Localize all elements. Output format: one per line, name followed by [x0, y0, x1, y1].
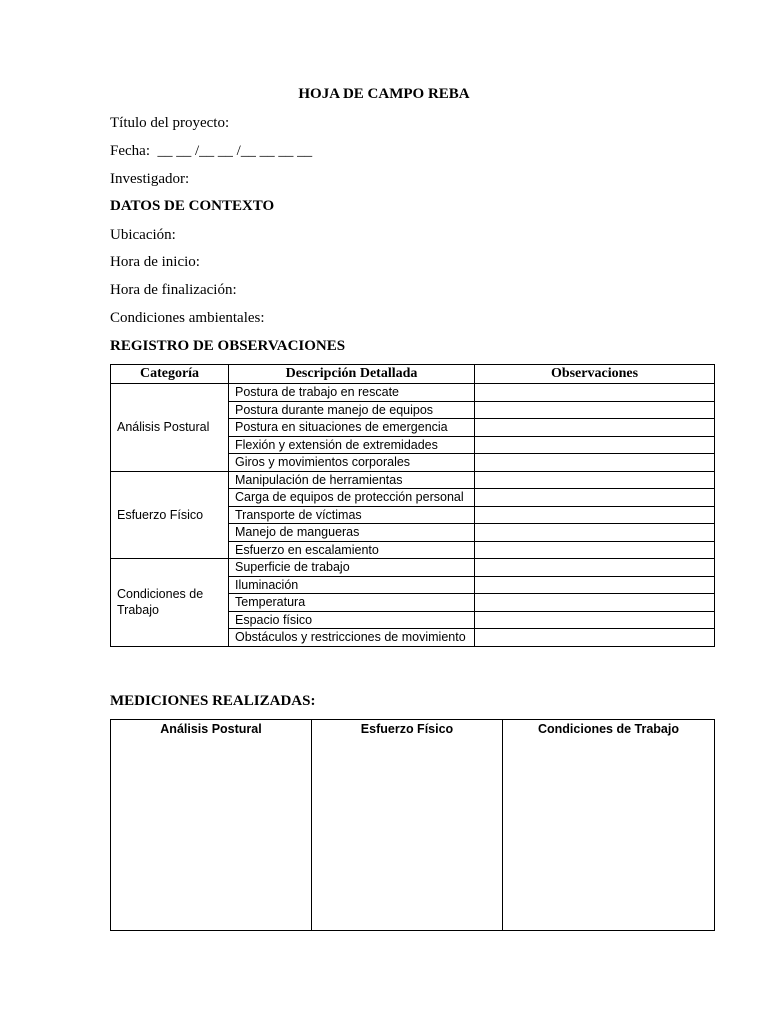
observation-cell[interactable]: [475, 629, 715, 647]
measurements-table: [110, 719, 715, 931]
description-cell: Giros y movimientos corporales: [229, 454, 475, 472]
description-cell: Postura en situaciones de emergencia: [229, 419, 475, 437]
category-cell: Condiciones de Trabajo: [111, 559, 229, 647]
header-category: Categoría: [111, 365, 229, 384]
observations-heading: REGISTRO DE OBSERVACIONES: [110, 338, 346, 354]
observation-cell[interactable]: [475, 594, 715, 612]
category-cell: Esfuerzo Físico: [111, 471, 229, 559]
context-heading: DATOS DE CONTEXTO: [110, 198, 275, 214]
date-field: Fecha: __ __ /__ __ /__ __ __ __: [110, 143, 313, 159]
description-cell: Manipulación de herramientas: [229, 471, 475, 489]
measurements-row: [111, 720, 715, 931]
observation-cell[interactable]: [475, 436, 715, 454]
observation-cell[interactable]: [475, 576, 715, 594]
description-cell: Obstáculos y restricciones de movimiento: [229, 629, 475, 647]
description-cell: Transporte de víctimas: [229, 506, 475, 524]
project-title-label: Título del proyecto:: [110, 115, 230, 131]
location-label: Ubicación:: [110, 227, 176, 243]
observation-cell[interactable]: [475, 401, 715, 419]
description-cell: Carga de equipos de protección personal: [229, 489, 475, 507]
header-observations: Observaciones: [475, 365, 715, 384]
description-cell: Esfuerzo en escalamiento: [229, 541, 475, 559]
table-row: [111, 559, 715, 577]
end-time-label: Hora de finalización:: [110, 282, 237, 298]
table-row: [111, 384, 715, 402]
description-cell: Superficie de trabajo: [229, 559, 475, 577]
measurement-column-postural[interactable]: Análisis Postural: [111, 720, 312, 931]
document-title: HOJA DE CAMPO REBA: [298, 86, 470, 102]
observation-cell[interactable]: [475, 524, 715, 542]
description-cell: Postura de trabajo en rescate: [229, 384, 475, 402]
description-cell: Iluminación: [229, 576, 475, 594]
measurement-column-conditions[interactable]: Condiciones de Trabajo: [503, 720, 715, 931]
observation-cell[interactable]: [475, 419, 715, 437]
measurement-column-effort[interactable]: Esfuerzo Físico: [312, 720, 503, 931]
table-row: [111, 471, 715, 489]
header-description: Descripción Detallada: [229, 365, 475, 384]
description-cell: Espacio físico: [229, 611, 475, 629]
observation-cell[interactable]: [475, 559, 715, 577]
researcher-label: Investigador:: [110, 171, 190, 187]
observation-cell[interactable]: [475, 489, 715, 507]
observations-table: [110, 364, 715, 647]
measurements-heading: MEDICIONES REALIZADAS:: [110, 693, 316, 709]
category-cell: Análisis Postural: [111, 384, 229, 472]
observation-cell[interactable]: [475, 471, 715, 489]
description-cell: Flexión y extensión de extremidades: [229, 436, 475, 454]
table-header-row: [111, 365, 715, 384]
environment-label: Condiciones ambientales:: [110, 310, 265, 326]
observation-cell[interactable]: [475, 384, 715, 402]
description-cell: Temperatura: [229, 594, 475, 612]
observation-cell[interactable]: [475, 506, 715, 524]
observation-cell[interactable]: [475, 611, 715, 629]
description-cell: Manejo de mangueras: [229, 524, 475, 542]
observation-cell[interactable]: [475, 454, 715, 472]
description-cell: Postura durante manejo de equipos: [229, 401, 475, 419]
start-time-label: Hora de inicio:: [110, 254, 200, 270]
observation-cell[interactable]: [475, 541, 715, 559]
